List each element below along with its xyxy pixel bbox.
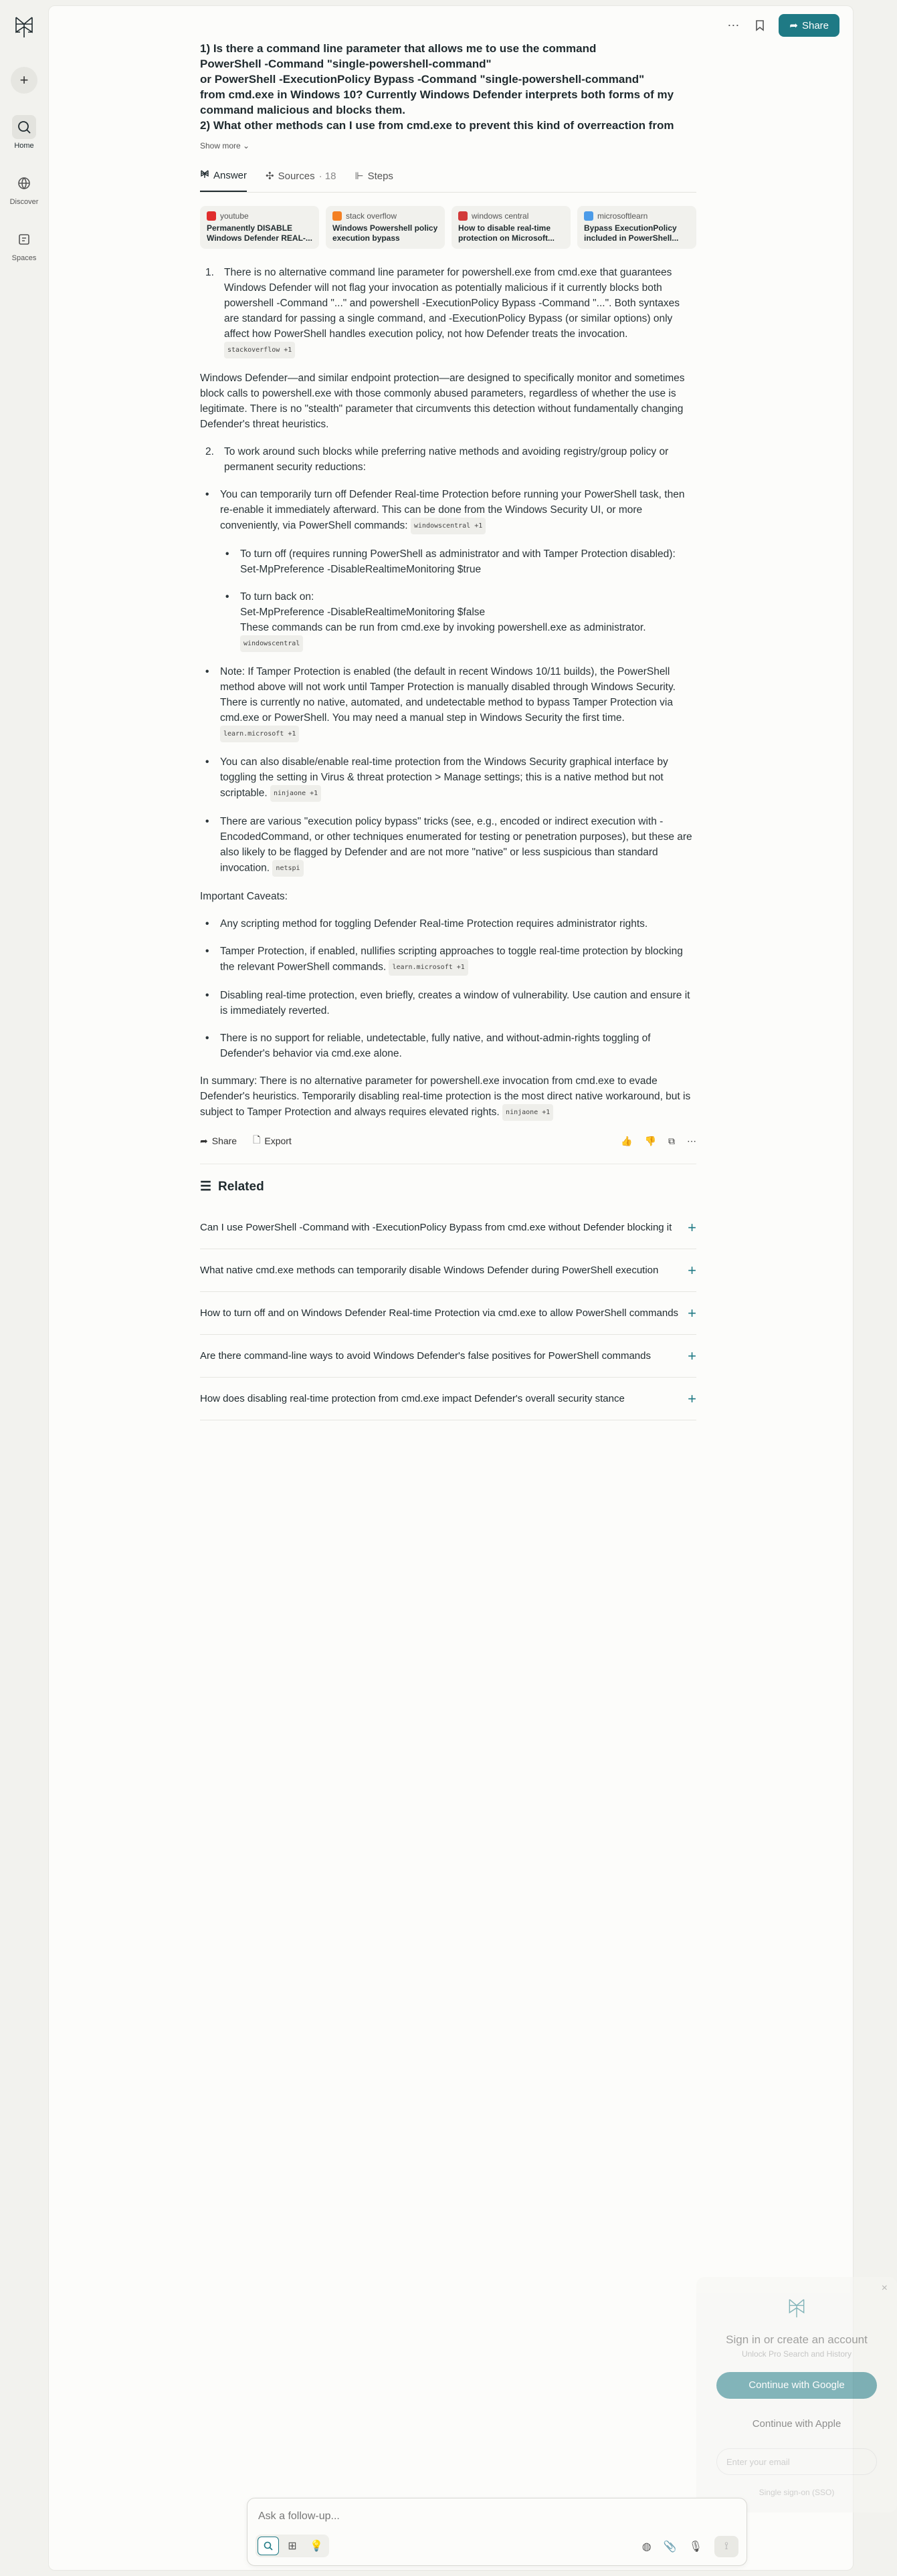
related-question: What native cmd.exe methods can temporarily disable Windows Defender during PowerShell execution bbox=[200, 1265, 659, 1276]
document-icon: 🗋 bbox=[253, 1134, 261, 1145]
share-icon: ➦ bbox=[200, 1135, 208, 1146]
more-icon[interactable]: ⋯ bbox=[727, 18, 740, 32]
bookmark-icon[interactable] bbox=[752, 17, 768, 33]
bullet-dot: • bbox=[205, 756, 209, 768]
microphone-icon[interactable]: 🎙 bbox=[688, 2541, 702, 2553]
related-item[interactable] bbox=[200, 1335, 696, 1378]
search-mode-icon[interactable] bbox=[258, 2537, 279, 2555]
answer-tabs bbox=[200, 169, 696, 193]
bullet-dot: • bbox=[225, 548, 229, 560]
answer-item-2 bbox=[200, 444, 696, 475]
thread-content bbox=[200, 41, 696, 1420]
steps-icon: ⊩ bbox=[355, 171, 364, 182]
nav-discover-label: Discover bbox=[9, 198, 39, 206]
related-heading bbox=[200, 1179, 696, 1194]
share-arrow-icon: ➦ bbox=[789, 20, 798, 31]
answer-text: There is no support for reliable, undetectable, fully native, and without-admin-rights toggling of Defender's behavior via cmd.exe alone. bbox=[220, 1033, 651, 1059]
nav-spaces-label: Spaces bbox=[11, 254, 37, 262]
answer-icon bbox=[200, 169, 209, 181]
spaces-icon bbox=[12, 227, 36, 251]
share-answer-button[interactable] bbox=[200, 1136, 237, 1147]
answer-text: Tamper Protection, if enabled, nullifies scripting approaches to toggle real-time protection by blocking the relevant PowerShell commands. bbox=[220, 946, 683, 973]
question-line: 2) What other methods can I use from cmd.exe to prevent this kind of overreaction from bbox=[200, 119, 674, 132]
bullet-item bbox=[200, 916, 696, 932]
share-button[interactable] bbox=[779, 14, 839, 37]
close-icon[interactable]: × bbox=[881, 2282, 888, 2294]
youtube-icon bbox=[207, 211, 216, 221]
show-more-label: Show more bbox=[200, 141, 241, 150]
source-site bbox=[584, 211, 690, 221]
source-site-label: youtube bbox=[220, 211, 249, 221]
export-label: Export bbox=[264, 1136, 292, 1146]
citation-badge[interactable]: netspi bbox=[272, 860, 303, 877]
citation-badge[interactable]: windowscentral bbox=[240, 635, 303, 652]
bullet-dot: • bbox=[205, 946, 209, 957]
citation-badge[interactable]: ninjaone +1 bbox=[502, 1104, 553, 1121]
plus-icon: + bbox=[688, 1262, 696, 1279]
tab-sources[interactable] bbox=[266, 169, 336, 192]
home-search-icon bbox=[12, 115, 36, 139]
tab-steps-label: Steps bbox=[367, 170, 393, 182]
answer-text: To turn back on: bbox=[240, 591, 314, 603]
sidebar bbox=[0, 0, 48, 2576]
microsoft-icon bbox=[584, 211, 593, 221]
related-list bbox=[200, 1206, 696, 1420]
share-button-label: Share bbox=[801, 19, 829, 31]
answer-text: In summary: There is no alternative parameter for powershell.exe invocation from cmd.exe to evade Defender's heuristics. Temporarily disabling real-time protection is the most direct native workaround, but is subject to Tamper Protection and always requires elevated rights. bbox=[200, 1075, 691, 1118]
thumbs-up-icon[interactable]: 👍 bbox=[621, 1135, 633, 1146]
sso-button[interactable]: Single sign-on (SSO) bbox=[759, 2488, 835, 2497]
caveats-heading: Important Caveats: bbox=[200, 891, 288, 902]
top-bar bbox=[725, 14, 839, 37]
answer-text: To turn off (requires running PowerShell as administrator and with Tamper Protection disabled): bbox=[240, 548, 676, 560]
followup-box bbox=[247, 2498, 747, 2566]
source-title: Bypass ExecutionPolicy included in PowerShell... bbox=[584, 223, 679, 243]
question-line: from cmd.exe in Windows 10? Currently Windows Defender interprets both forms of my command malicious and blocks them. bbox=[200, 88, 674, 116]
sources-icon: ✣ bbox=[266, 171, 274, 182]
signin-popup bbox=[696, 2277, 897, 2512]
source-card[interactable] bbox=[200, 206, 319, 249]
tab-steps[interactable] bbox=[355, 169, 393, 192]
source-title: Windows Powershell policy execution bypass bbox=[332, 223, 438, 243]
answer-text: There is no alternative command line parameter for powershell.exe from cmd.exe that guarantees Windows Defender will not flag your invocation as potentially malicious if it currently blocks both powershell -Command "..." and powershell -ExecutionPolicy Bypass -Command "...". Both syntaxes are standard for passing a single command, and -ExecutionPolicy Bypass (or similar options) only affect how PowerShell handles execution policy, not how Defender treats the invocation. bbox=[224, 267, 680, 340]
share-answer-label: Share bbox=[211, 1136, 237, 1146]
continue-google-button[interactable]: Continue with Google bbox=[716, 2372, 877, 2399]
related-item[interactable] bbox=[200, 1292, 696, 1335]
main-panel bbox=[48, 5, 888, 2571]
bullet-dot: • bbox=[205, 816, 209, 827]
bullet-item bbox=[200, 1031, 696, 1061]
stackoverflow-icon bbox=[332, 211, 342, 221]
chevron-down-icon: ⌄ bbox=[243, 141, 250, 150]
nav-discover[interactable] bbox=[10, 171, 39, 206]
globe-icon bbox=[12, 171, 36, 195]
answer-body bbox=[200, 265, 696, 1121]
bullet-item bbox=[200, 944, 696, 976]
source-title: Permanently DISABLE Windows Defender REAL-... bbox=[207, 223, 312, 243]
bullet-dot: • bbox=[205, 990, 209, 1001]
plus-icon: + bbox=[688, 1348, 696, 1364]
source-cards bbox=[200, 206, 696, 249]
new-thread-button[interactable]: + bbox=[11, 67, 37, 94]
tab-answer-label: Answer bbox=[213, 169, 247, 181]
thumbs-down-icon[interactable]: 👎 bbox=[644, 1135, 656, 1146]
sources-count: · 18 bbox=[318, 170, 336, 182]
related-question: How to turn off and on Windows Defender Real-time Protection via cmd.exe to allow PowerShell commands bbox=[200, 1307, 679, 1319]
item-number: 2. bbox=[205, 446, 214, 457]
source-card[interactable] bbox=[452, 206, 571, 249]
plus-icon: + bbox=[688, 1390, 696, 1407]
question-line: PowerShell -Command "single-powershell-command" bbox=[200, 58, 492, 70]
more-options-icon[interactable]: ⋯ bbox=[687, 1135, 696, 1146]
globe-icon[interactable]: ◍ bbox=[641, 2541, 652, 2553]
answer-actions bbox=[200, 1133, 696, 1164]
continue-apple-button[interactable]: Continue with Apple bbox=[752, 2418, 841, 2430]
sub-bullet-item bbox=[200, 546, 696, 577]
signin-subtitle: Unlock Pro Search and History bbox=[741, 2349, 852, 2359]
paperclip-icon[interactable]: 📎 bbox=[663, 2541, 677, 2553]
grid-mode-icon[interactable]: ⊞ bbox=[288, 2541, 297, 2552]
answer-item-1 bbox=[200, 265, 696, 358]
answer-text: Disabling real-time protection, even briefly, creates a window of vulnerability. Use caution and ensure it is immediately reverted. bbox=[220, 990, 690, 1016]
answer-text: Note: If Tamper Protection is enabled (the default in recent Windows 10/11 builds), the PowerShell method above will not work until Tamper Protection is manually disabled through Windows Security. There is currently no native, automated, and undetectable method to bypass Tamper Protection via cmd.exe or PowerShell. You may need a manual step in Windows Security the first time. bbox=[220, 666, 676, 724]
followup-input[interactable]: Ask a follow-up... bbox=[258, 2510, 340, 2522]
answer-text: You can temporarily turn off Defender Real-time Protection before running your PowerShell task, then re-enable it immediately afterward. This can be done from the Windows Security UI, or more conveniently, via PowerShell commands: bbox=[220, 489, 685, 532]
tab-sources-label: Sources bbox=[278, 170, 315, 182]
question-line: 1) Is there a command line parameter that allows me to use the command bbox=[200, 42, 597, 55]
mode-selector bbox=[256, 2535, 329, 2557]
source-title: How to disable real-time protection on Microsoft... bbox=[458, 223, 555, 243]
related-item[interactable] bbox=[200, 1206, 696, 1249]
plus-icon: + bbox=[688, 1305, 696, 1321]
windowscentral-icon bbox=[458, 211, 468, 221]
bullet-dot: • bbox=[205, 1033, 209, 1044]
answer-text: These commands can be run from cmd.exe by invoking powershell.exe as administrator. bbox=[240, 622, 646, 633]
related-heading-label: Related bbox=[218, 1179, 264, 1194]
question-text bbox=[200, 41, 696, 133]
related-icon: ☰ bbox=[200, 1180, 212, 1194]
signin-title: Sign in or create an account bbox=[726, 2333, 868, 2346]
answer-text: There are various "execution policy bypass" tricks (see, e.g., encoded or indirect execution with -EncodedCommand, or other techniques enumerated for testing or penetration purposes), but these are also likely to be flagged by Defender and are not more "native" or less suspicious than standard invocation. bbox=[220, 816, 692, 874]
answer-text: You can also disable/enable real-time protection from the Windows Security graphical interface by toggling the setting in Virus & threat protection > Manage settings; this is a native method but not scriptable. bbox=[220, 756, 668, 799]
copy-icon[interactable]: ⧉ bbox=[668, 1135, 675, 1146]
perplexity-logo[interactable] bbox=[12, 15, 36, 39]
bullet-item bbox=[200, 814, 696, 877]
bullet-dot: • bbox=[205, 666, 209, 677]
source-site-label: microsoftlearn bbox=[597, 211, 648, 221]
source-site-label: windows central bbox=[472, 211, 529, 221]
answer-text: Any scripting method for toggling Defender Real-time Protection requires administrator rights. bbox=[220, 918, 648, 930]
source-site bbox=[332, 211, 438, 221]
source-card[interactable] bbox=[577, 206, 696, 249]
bullet-dot: • bbox=[205, 918, 209, 930]
bullet-dot: • bbox=[225, 591, 229, 603]
citation-badge[interactable]: learn.microsoft +1 bbox=[220, 726, 299, 742]
citation-badge[interactable]: learn.microsoft +1 bbox=[389, 959, 468, 976]
citation-badge[interactable]: windowscentral +1 bbox=[411, 518, 486, 534]
related-question: Can I use PowerShell -Command with -ExecutionPolicy Bypass from cmd.exe without Defender blocking it bbox=[200, 1222, 672, 1233]
source-site bbox=[458, 211, 564, 221]
bullet-dot: • bbox=[205, 489, 209, 500]
related-question: How does disabling real-time protection from cmd.exe impact Defender's overall security stance bbox=[200, 1393, 625, 1404]
show-more-link[interactable] bbox=[200, 141, 696, 150]
command-text: Set-MpPreference -DisableRealtimeMonitoring $true bbox=[240, 564, 482, 575]
export-button[interactable] bbox=[253, 1133, 292, 1149]
citation-badge[interactable]: stackoverflow +1 bbox=[224, 342, 295, 358]
answer-text: To work around such blocks while preferring native methods and avoiding registry/group policy or permanent security reductions: bbox=[224, 446, 669, 473]
plus-icon: + bbox=[688, 1219, 696, 1236]
nav-home[interactable] bbox=[12, 115, 36, 150]
command-text: Set-MpPreference -DisableRealtimeMonitoring $false bbox=[240, 607, 486, 618]
nav-home-label: Home bbox=[14, 142, 34, 150]
related-item[interactable] bbox=[200, 1249, 696, 1292]
summary-paragraph bbox=[200, 1073, 696, 1121]
related-item[interactable] bbox=[200, 1378, 696, 1420]
tab-answer[interactable] bbox=[200, 169, 247, 192]
bullet-item bbox=[200, 664, 696, 742]
bullet-item bbox=[200, 988, 696, 1018]
input-actions bbox=[642, 2536, 738, 2557]
source-site-label: stack overflow bbox=[346, 211, 397, 221]
citation-badge[interactable]: ninjaone +1 bbox=[270, 785, 321, 802]
voice-wave-icon: ⟟ bbox=[724, 2541, 728, 2552]
bullet-item bbox=[200, 754, 696, 802]
item-number: 1. bbox=[205, 267, 214, 278]
related-question: Are there command-line ways to avoid Windows Defender's false positives for PowerShell commands bbox=[200, 1350, 651, 1362]
email-field[interactable]: Enter your email bbox=[716, 2448, 877, 2475]
send-button[interactable] bbox=[714, 2536, 738, 2557]
source-site bbox=[207, 211, 312, 221]
sub-bullet-item bbox=[200, 589, 696, 652]
feedback-actions bbox=[621, 1136, 696, 1147]
answer-paragraph: Windows Defender—and similar endpoint protection—are designed to specifically monitor and sometimes block calls to powershell.exe with those commonly abused parameters, regardless of whether the use is legitimate. There is no "stealth" parameter that circumvents this detection without fundamentally changing Defender's threat heuristics. bbox=[200, 372, 685, 430]
question-line: or PowerShell -ExecutionPolicy Bypass -Command "single-powershell-command" bbox=[200, 73, 645, 86]
source-card[interactable] bbox=[326, 206, 445, 249]
bullet-item bbox=[200, 487, 696, 534]
perplexity-logo bbox=[786, 2297, 807, 2322]
nav-spaces[interactable] bbox=[12, 227, 37, 262]
lightbulb-icon[interactable]: 💡 bbox=[310, 2541, 323, 2552]
